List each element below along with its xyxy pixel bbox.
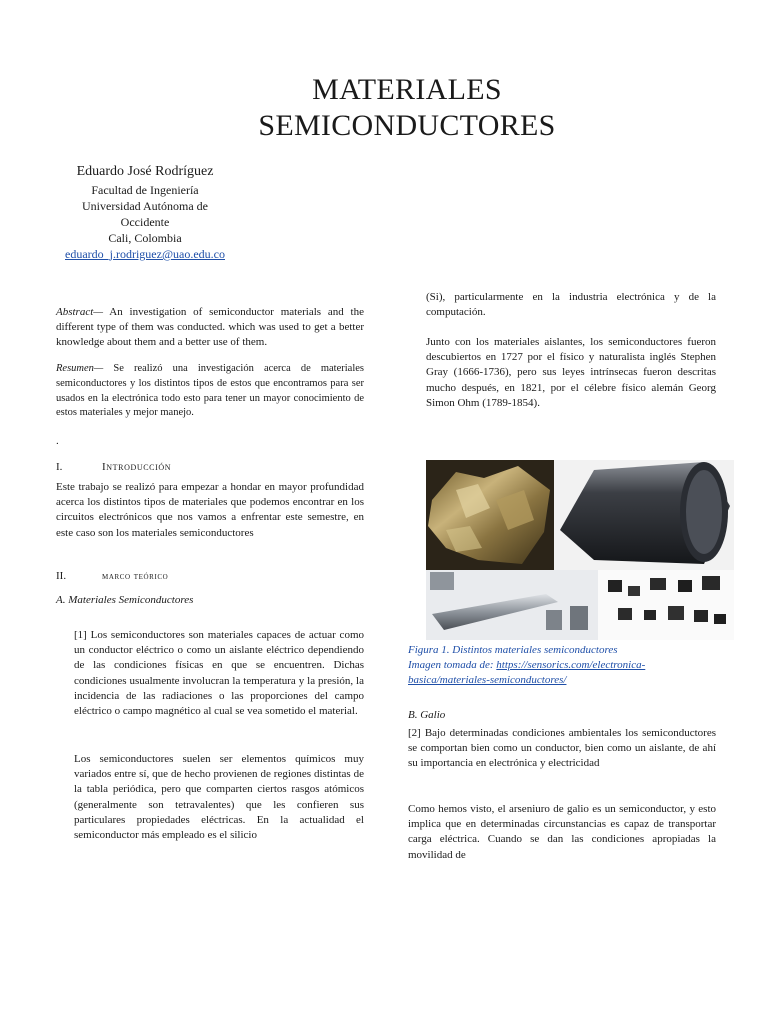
silicon-ingot-photo xyxy=(554,460,734,570)
right-paragraph-1: (Si), particularmente en la industria electrónica y de la computación. xyxy=(426,291,716,319)
author-email-link[interactable]: eduardo_j.rodriguez@uao.edu.co xyxy=(65,247,225,261)
abstract-text: An investigation of semiconductor materials and the different type of them was conducted. which was used to get a better knowledge about them and a better use of them. xyxy=(56,306,364,349)
figure-semiconductor-materials xyxy=(426,460,734,640)
author-location: Cali, Colombia xyxy=(108,231,182,245)
resumen-text: Se realizó una investigación acerca de materiales semiconductores y los distintos tipos de estos que encontramos para ser usados en la electrónica todo esto para tener un mayor conocimiento de estos materiales y mejor manejo. xyxy=(56,363,364,419)
subsection-b-heading: B. Galio xyxy=(408,709,446,721)
section-1-heading xyxy=(56,460,364,475)
resumen-label: Resumen— xyxy=(56,363,104,374)
section-2-title: marco teórico xyxy=(102,571,169,582)
subsection-a-heading: A. Materiales Semiconductores xyxy=(56,594,194,606)
section-2-paragraph-2: Los semiconductores suelen ser elementos químicos muy variados entre sí, que de hecho provienen de regiones distintas de la tabla periódica, pero que comparten ciertos rasgos atómicos (generalmente son tetravalentes) que les confieren sus particulares propiedades eléctricas. En la actualidad el semiconductor más empleado es el silicio xyxy=(74,753,364,842)
figure-caption-title: Figura 1. Distintos materiales semiconductores xyxy=(408,644,618,656)
right-paragraph-4: Como hemos visto, el arseniuro de galio es un semiconductor, y esto implica que en determinadas circunstancias es capaz de transportar carga eléctrica. Cuando se dan las condiciones apropiadas la movilidad de xyxy=(408,803,716,861)
section-1-number: I. xyxy=(56,461,63,473)
figure-caption xyxy=(408,643,718,688)
paper-title xyxy=(0,72,768,144)
metal-tools-photo xyxy=(426,570,598,640)
figure-caption-source xyxy=(408,658,718,688)
abstract-label: Abstract— xyxy=(56,306,104,318)
figure-source-label: Imagen tomada de: xyxy=(408,659,497,671)
author-affiliation-3: Occidente xyxy=(120,215,170,229)
title-line-1: MATERIALES xyxy=(312,73,502,106)
author-affiliation-1: Facultad de Ingeniería xyxy=(91,183,199,197)
section-2-paragraph-1: [1] Los semiconductores son materiales capaces de actuar como un conductor eléctrico o como un aislante eléctrico dependiendo de las condiciones físicas en que se encuentren. Dichas condiciones usualmente involucran la temperatura y la presión, la incidencia de las radiaciones o las proporciones del campo eléctrico o campo magnético al cual se vea sometido el material. xyxy=(74,629,364,718)
section-2-heading xyxy=(56,569,364,584)
title-line-2: SEMICONDUCTORES xyxy=(258,109,556,142)
section-2-number: II. xyxy=(56,570,67,582)
figure-source-link[interactable]: https://sensorics.com/electronica-basica/materiales-semiconductores/ xyxy=(408,659,646,686)
resumen-paragraph xyxy=(56,362,364,421)
right-paragraph-2: Junto con los materiales aislantes, los semiconductores fueron descubiertos en 1727 por el físico y naturalista inglés Stephen Gray (1666-1736), pero sus leyes intrínsecas fueron descritas mucho después, en 1821, por el célebre físico alemán Georg Simon Ohm (1789-1854). xyxy=(426,336,716,409)
section-1-text: Este trabajo se realizó para empezar a hondar en mayor profundidad acerca los distintos tipos de materiales que podemos encontrar en los circuitos electrónicos que nos vamos a enfrentar este semestre, en este caso son los materiales semiconductores xyxy=(56,481,364,539)
section-1-title: Introducción xyxy=(102,461,172,473)
abstract-paragraph xyxy=(56,305,364,351)
author-block xyxy=(40,162,250,262)
electronic-components-photo xyxy=(598,570,734,640)
gallium-crystal-photo xyxy=(426,460,554,570)
right-paragraph-3: [2] Bajo determinadas condiciones ambientales los semiconductores se comportan bien como un conductor, bien como un aislante, de ahí su importancia en electrónica y electricidad xyxy=(408,727,716,770)
author-affiliation-2: Universidad Autónoma de xyxy=(82,199,208,213)
stray-dot: . xyxy=(56,435,59,447)
author-name: Eduardo José Rodríguez xyxy=(76,164,214,179)
